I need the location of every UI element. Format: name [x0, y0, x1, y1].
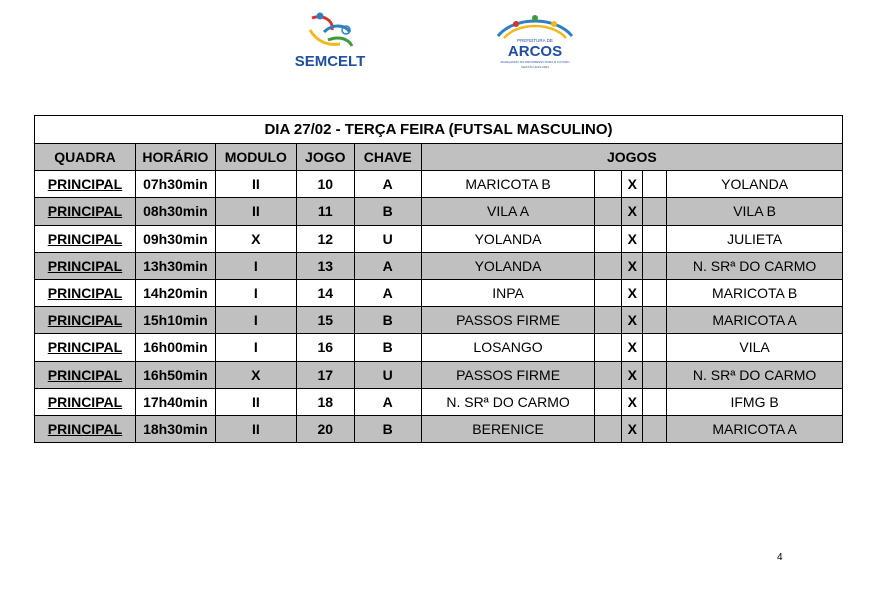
team1-cell: N. SRª DO CARMO [421, 388, 595, 415]
spacer-cell [643, 334, 667, 361]
team2-cell: MARICOTA A [667, 307, 843, 334]
team2-cell: MARICOTA A [667, 415, 843, 442]
team1-cell: PASSOS FIRME [421, 361, 595, 388]
page-number: 4 [777, 552, 783, 563]
spacer-cell [643, 279, 667, 306]
spacer-cell [595, 171, 622, 198]
jogo-cell: 13 [296, 252, 354, 279]
modulo-cell: I [215, 307, 296, 334]
jogo-cell: 16 [296, 334, 354, 361]
chave-cell: A [354, 252, 421, 279]
spacer-cell [595, 279, 622, 306]
jogo-cell: 11 [296, 198, 354, 225]
spacer-cell [643, 415, 667, 442]
modulo-cell: I [215, 252, 296, 279]
chave-cell: A [354, 388, 421, 415]
modulo-cell: II [215, 388, 296, 415]
horario-cell: 17h40min [135, 388, 215, 415]
table-row [35, 252, 843, 279]
quadra-cell: PRINCIPAL [35, 198, 136, 225]
versus-cell: X [622, 415, 643, 442]
team1-cell: INPA [421, 279, 595, 306]
spacer-cell [595, 415, 622, 442]
spacer-cell [595, 225, 622, 252]
versus-cell: X [622, 279, 643, 306]
modulo-cell: I [215, 334, 296, 361]
spacer-cell [595, 361, 622, 388]
quadra-cell: PRINCIPAL [35, 388, 136, 415]
team1-cell: PASSOS FIRME [421, 307, 595, 334]
versus-cell: X [622, 198, 643, 225]
spacer-cell [595, 198, 622, 225]
header-modulo: MODULO [215, 144, 296, 171]
table-body [35, 171, 843, 443]
arcos-logo-text: ARCOS [507, 43, 563, 60]
table-row [35, 279, 843, 306]
versus-cell: X [622, 252, 643, 279]
jogo-cell: 18 [296, 388, 354, 415]
horario-cell: 16h00min [135, 334, 215, 361]
team2-cell: IFMG B [667, 388, 843, 415]
table-row [35, 334, 843, 361]
table-row [35, 225, 843, 252]
modulo-cell: X [215, 361, 296, 388]
modulo-cell: I [215, 279, 296, 306]
modulo-cell: II [215, 171, 296, 198]
team2-cell: N. SRª DO CARMO [667, 361, 843, 388]
table-row [35, 415, 843, 442]
table-title: DIA 27/02 - TERÇA FEIRA (FUTSAL MASCULINO) [35, 116, 843, 144]
jogo-cell: 17 [296, 361, 354, 388]
header-horario: HORÁRIO [135, 144, 215, 171]
horario-cell: 08h30min [135, 198, 215, 225]
chave-cell: B [354, 415, 421, 442]
team2-cell: N. SRª DO CARMO [667, 252, 843, 279]
horario-cell: 07h30min [135, 171, 215, 198]
header-quadra: QUADRA [35, 144, 136, 171]
header-jogos: JOGOS [421, 144, 842, 171]
chave-cell: A [354, 171, 421, 198]
header-jogo: JOGO [296, 144, 354, 171]
jogo-cell: 10 [296, 171, 354, 198]
table-header-row [35, 144, 843, 171]
table-row [35, 361, 843, 388]
versus-cell: X [622, 334, 643, 361]
versus-cell: X [622, 171, 643, 198]
horario-cell: 09h30min [135, 225, 215, 252]
chave-cell: U [354, 361, 421, 388]
modulo-cell: X [215, 225, 296, 252]
spacer-cell [595, 252, 622, 279]
svg-text:GESTÃO 2021-2024: GESTÃO 2021-2024 [521, 65, 549, 69]
team1-cell: YOLANDA [421, 252, 595, 279]
spacer-cell [643, 225, 667, 252]
horario-cell: 16h50min [135, 361, 215, 388]
spacer-cell [595, 388, 622, 415]
horario-cell: 13h30min [135, 252, 215, 279]
chave-cell: B [354, 334, 421, 361]
versus-cell: X [622, 307, 643, 334]
quadra-cell: PRINCIPAL [35, 252, 136, 279]
quadra-cell: PRINCIPAL [35, 361, 136, 388]
svg-text:PREFEITURA DE: PREFEITURA DE [517, 38, 553, 43]
spacer-cell [643, 361, 667, 388]
table-row [35, 388, 843, 415]
versus-cell: X [622, 225, 643, 252]
modulo-cell: II [215, 415, 296, 442]
team2-cell: YOLANDA [667, 171, 843, 198]
chave-cell: U [354, 225, 421, 252]
quadra-cell: PRINCIPAL [35, 279, 136, 306]
team1-cell: BERENICE [421, 415, 595, 442]
chave-cell: B [354, 307, 421, 334]
schedule-table [34, 115, 843, 443]
team2-cell: MARICOTA B [667, 279, 843, 306]
versus-cell: X [622, 361, 643, 388]
spacer-cell [643, 252, 667, 279]
team2-cell: VILA B [667, 198, 843, 225]
table-row [35, 198, 843, 225]
arcos-logo [494, 12, 576, 72]
jogo-cell: 14 [296, 279, 354, 306]
quadra-cell: PRINCIPAL [35, 171, 136, 198]
team1-cell: VILA A [421, 198, 595, 225]
team2-cell: JULIETA [667, 225, 843, 252]
semcelt-logo-text: SEMCELT [294, 53, 366, 70]
spacer-cell [643, 171, 667, 198]
versus-cell: X [622, 388, 643, 415]
quadra-cell: PRINCIPAL [35, 415, 136, 442]
jogo-cell: 20 [296, 415, 354, 442]
quadra-cell: PRINCIPAL [35, 307, 136, 334]
header-chave: CHAVE [354, 144, 421, 171]
quadra-cell: PRINCIPAL [35, 334, 136, 361]
jogo-cell: 15 [296, 307, 354, 334]
semcelt-logo [282, 10, 378, 72]
table-row [35, 171, 843, 198]
horario-cell: 15h10min [135, 307, 215, 334]
team2-cell: VILA [667, 334, 843, 361]
jogo-cell: 12 [296, 225, 354, 252]
spacer-cell [643, 388, 667, 415]
chave-cell: A [354, 279, 421, 306]
quadra-cell: PRINCIPAL [35, 225, 136, 252]
spacer-cell [643, 198, 667, 225]
team1-cell: MARICOTA B [421, 171, 595, 198]
team1-cell: LOSANGO [421, 334, 595, 361]
spacer-cell [595, 307, 622, 334]
horario-cell: 14h20min [135, 279, 215, 306]
header-logos [0, 10, 870, 80]
svg-text:AVANÇANDO NO PROGRESSO PARA O: AVANÇANDO NO PROGRESSO PARA O FUTURO [500, 60, 570, 64]
table-row [35, 307, 843, 334]
spacer-cell [595, 334, 622, 361]
modulo-cell: II [215, 198, 296, 225]
horario-cell: 18h30min [135, 415, 215, 442]
team1-cell: YOLANDA [421, 225, 595, 252]
spacer-cell [643, 307, 667, 334]
chave-cell: B [354, 198, 421, 225]
